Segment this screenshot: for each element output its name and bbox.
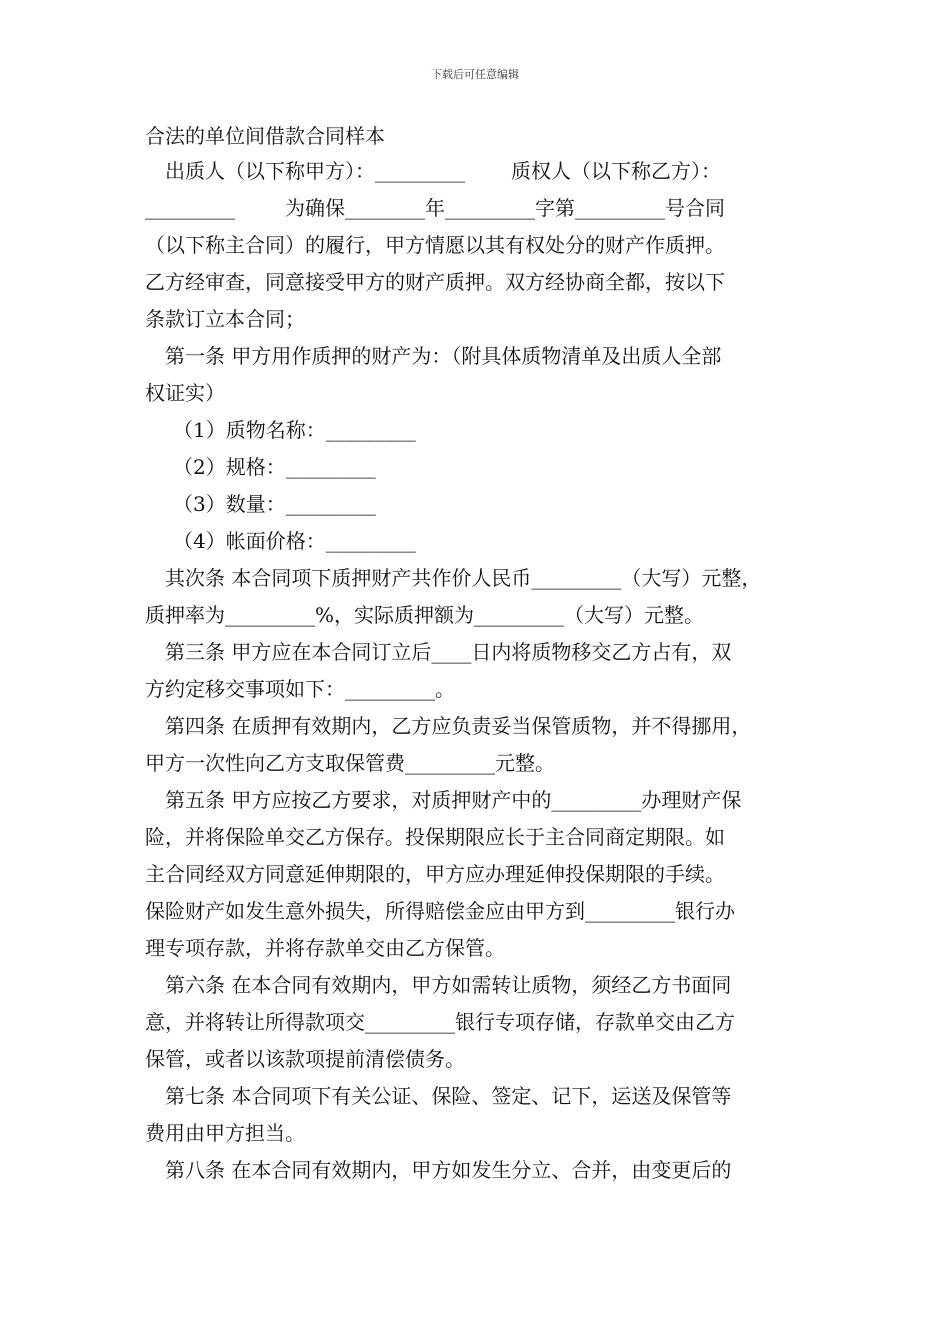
article-3: 第三条 甲方应在本合同订立后____日内将质物移交乙方占有，双	[165, 640, 732, 664]
main-contract-ref: 为确保________年_________字第_________号合同	[285, 196, 725, 220]
article-1: 第一条 甲方用作质押的财产为：（附具体质物清单及出质人全部	[165, 344, 722, 368]
text-line: 条款订立本合同；	[145, 307, 305, 331]
list-item: （2）规格：_________	[173, 455, 376, 479]
pledgor-label: 出质人（以下称甲方）：_________	[165, 159, 465, 183]
text-line: 保管，或者以该款项提前清偿债务。	[145, 1047, 465, 1071]
article-5: 第五条 甲方应按乙方要求，对质押财产中的_________办理财产保	[165, 788, 742, 812]
list-item: （1）质物名称：_________	[173, 418, 416, 442]
text-line: 保险财产如发生意外损失，所得赔偿金应由甲方到_________银行办	[145, 899, 735, 923]
text-line: 质押率为_________%，实际质押额为_________（大写）元整。	[145, 603, 705, 627]
text-line: 费用由甲方担当。	[145, 1121, 305, 1145]
text-line	[145, 153, 825, 190]
contract-body	[145, 120, 825, 1189]
document-title: 合法的单位间借款合同样本	[145, 124, 385, 148]
text-line: 理专项存款，并将存款单交由乙方保管。	[145, 936, 505, 960]
article-4: 第四条 在质押有效期内，乙方应负责妥当保管质物，并不得挪用，	[165, 714, 752, 738]
article-8: 第八条 在本合同有效期内，甲方如发生分立、合并，由变更后的	[165, 1158, 732, 1182]
text-line: （以下称主合同）的履行，甲方情愿以其有权处分的财产作质押。	[145, 233, 725, 257]
pledgee-label: 质权人（以下称乙方）：	[511, 159, 721, 183]
page-header: 下载后可任意编辑	[431, 68, 519, 81]
text-line: 甲方一次性向乙方支取保管费_________元整。	[145, 751, 555, 775]
text-line: 险，并将保险单交乙方保存。投保期限应长于主合同商定期限。如	[145, 825, 725, 849]
text-line: 意，并将转让所得款项交_________银行专项存储，存款单交由乙方	[145, 1010, 735, 1034]
list-item: （4）帐面价格：_________	[173, 529, 416, 553]
text-line: 权证实）	[145, 381, 225, 405]
article-2: 其次条 本合同项下质押财产共作价人民币_________（大写）元整，	[165, 566, 762, 590]
text-line: 方约定移交事项如下：_________。	[145, 677, 455, 701]
pledgee-blank: _________	[145, 196, 235, 220]
text-line: 乙方经审查，同意接受甲方的财产质押。双方经协商全都，按以下	[145, 270, 725, 294]
text-line: 主合同经双方同意延伸期限的，甲方应办理延伸投保期限的手续。	[145, 862, 725, 886]
article-6: 第六条 在本合同有效期内，甲方如需转让质物，须经乙方书面同	[165, 973, 732, 997]
article-7: 第七条 本合同项下有关公证、保险、签定、记下，运送及保管等	[165, 1084, 732, 1108]
text-line	[145, 190, 825, 227]
list-item: （3）数量：_________	[173, 492, 376, 516]
